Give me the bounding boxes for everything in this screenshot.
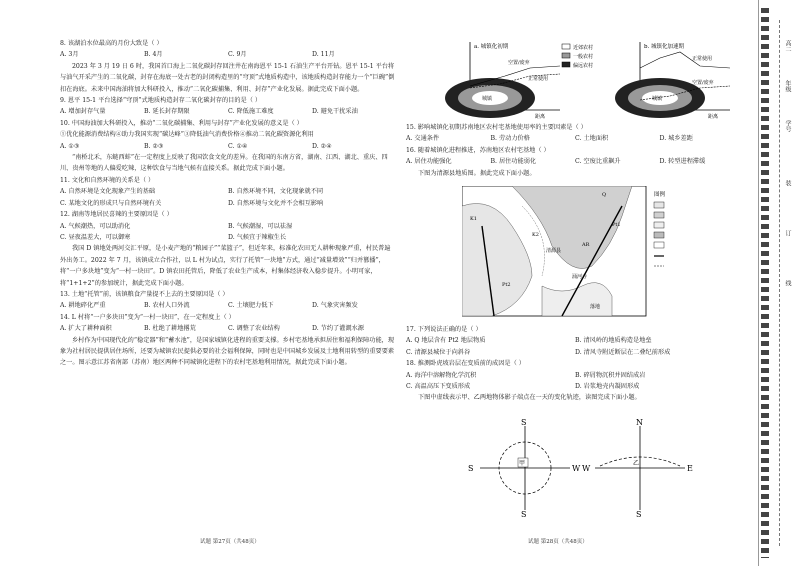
passage-3: 我国 D 镇地处两河交汇平原，是小麦产地的“粮园子”“菜篮子”，但近年来，标准化农田无人耕种现象严重，村民普遍外出务工。2022 年 7 月，该镇成立合作社，以 L 村为试点，实行了托管“一块地”方式，通过“减量增效”“归并篡播”，将“一户多块地”变为“一村一块田”。D 镇农田托管后，降低了农业生产成本，村集体经济收入稳步提升。小明可家，将“1+1+2”的参加统计，据此完成下面小题。 <box>60 245 391 287</box>
q9: 9. 恩平 15-1 平台选择“穹顶”式地质构造封存二氧化碳封存的目的是（ ） <box>60 97 262 105</box>
map-label: 涌河寺 <box>572 274 588 280</box>
option[interactable]: D. 避免干扰采油 <box>312 108 358 116</box>
option[interactable]: C. 昼夜温差大，可以御寒 <box>60 233 131 241</box>
compass-b-right: E <box>687 464 693 473</box>
q11-options <box>60 186 396 197</box>
option[interactable]: A. ①③ <box>60 142 80 150</box>
option[interactable]: C. 调整了农业结构 <box>228 325 280 333</box>
sidebar-label: 订 <box>784 230 791 236</box>
q9-options <box>60 106 396 117</box>
compass-a-bottom: S <box>521 510 527 518</box>
option[interactable]: B. 杜绝了耕地撂荒 <box>144 325 196 333</box>
passage-2: “南桥北禾，东鲢西蚌”在一定程度上反映了我国饮食文化的差异。在我国的东南方省，湖南、江西、湖北、重庆、四川、贵州等地的人偏爱吃辣，这种饮食与当地气候有直接关系。据此完成下面小题。 <box>60 154 388 173</box>
page-footer-left: 试题 第27页（共48页） <box>200 539 260 545</box>
option[interactable]: D. 气候宜于辣椒生长 <box>228 233 287 241</box>
q14: 14. L 村将“一户多块田”变为“一村一块田”，在一定程度上（ ） <box>60 313 235 321</box>
q17: 17. 下列说法正确的是（ ） <box>406 326 482 333</box>
option[interactable]: C. ①④ <box>228 142 248 150</box>
figure-b-label: 正常使用 <box>692 56 713 62</box>
compass-b-left: W <box>582 464 591 473</box>
figure-b-title: b. 城镇化加速期 <box>644 44 685 50</box>
right-column-bottom <box>406 324 744 404</box>
figure-b-label: 空置/废弃 <box>692 80 714 86</box>
option[interactable]: D. 自然环境与文化并不会相互影响 <box>228 199 324 207</box>
compass-a <box>468 418 581 518</box>
option[interactable]: C. 高温高压下变质形成 <box>406 383 471 391</box>
map-label: 清源县 <box>546 248 562 254</box>
legend-item: 近郊农村 <box>573 45 594 51</box>
geology-map <box>462 186 692 320</box>
option[interactable]: B. 居住功能弱化 <box>490 158 537 166</box>
figure-a-label: 城镇 <box>482 96 493 102</box>
q16-options <box>406 156 744 167</box>
map-legend <box>654 190 666 266</box>
q15: 15. 影响城镇化初期苏南地区农村宅基地使用率的主要因素是（ ） <box>406 124 587 131</box>
q11: 11. 文化和自然环境的关系是（ ） <box>60 176 155 184</box>
perforation-strip <box>761 8 769 558</box>
q10-options <box>60 141 396 152</box>
map-label: Q <box>602 192 607 198</box>
option[interactable]: D. ②④ <box>312 142 332 150</box>
option[interactable]: B. 延长封存期限 <box>144 108 190 116</box>
option[interactable]: A. Q 地层含有 Pt2 地层物质 <box>406 337 486 345</box>
passage-4: 乡村作为中国现代化的“稳定器”和“蓄水池”，是国家城镇化进程的重要支撑。乡村宅基地承担居住和福利保障功能，现象为社村居民提供居住场所，还要为城镇农民提供必要的社会福利保障，同时也是中国城乡发展及土地利用转型的重要要素之一。图示意江苏省南部（苏南）地区两种不同城镇化进程下的农村宅基地利用情况，据此完成下面小题。 <box>60 336 395 367</box>
compass-b-bottom: S <box>636 510 642 518</box>
sidebar-label: 装 <box>784 180 791 186</box>
option[interactable]: B. 自然环境不同，文化现象就不同 <box>228 188 324 196</box>
figure-a-label: 正常使用 <box>528 76 549 82</box>
option[interactable]: A. 自然环境是文化现象产生的基础 <box>60 188 156 196</box>
q18-options <box>406 370 744 381</box>
option[interactable]: C. 土地面积 <box>575 135 609 143</box>
q16: 16. 随着城镇化进程推进，苏南地区农村宅基地（ ） <box>406 146 550 154</box>
option[interactable]: B. 气候潮湿，可以祛湿 <box>228 222 293 230</box>
figure-a-title: a. 城镇化初期 <box>474 44 509 50</box>
option[interactable]: A. 居住功能强化 <box>406 158 452 166</box>
page-footer-right: 试题 第28页（共48页） <box>528 539 588 545</box>
option[interactable]: A. 增加封存气量 <box>60 108 106 116</box>
q17-options <box>406 347 744 358</box>
option[interactable]: A. 气候潮热，可以助消化 <box>60 222 131 230</box>
map-label: K1 <box>470 216 477 222</box>
left-column <box>60 38 396 369</box>
map-label: Pt2 <box>502 282 511 288</box>
q18: 18. 推测卧虎坡岩层在变质前的成因是（ ） <box>406 360 525 368</box>
q15-options <box>406 133 744 144</box>
compass-a-top: S <box>521 418 527 427</box>
urbanization-figure <box>430 38 750 120</box>
compass-b-top: N <box>636 418 643 427</box>
compass-a-left: S <box>468 464 474 473</box>
q13: 13. 土地“托管”前，该镇粮食产量提不上去的主要原因是（ ） <box>60 290 229 298</box>
q10-items: ①优化能源消费结构④助力我国实现“碳达峰”③降低油气消费价格④推动二氧化碳资源化利用 <box>60 131 314 139</box>
map-label: K2 <box>532 232 539 238</box>
option[interactable]: B. 劳动力价格 <box>490 135 530 143</box>
q13-options <box>60 300 396 311</box>
option[interactable]: D. 节约了灌溉水源 <box>312 325 364 333</box>
passage-1: 2023 年 3 月 19 日 6 时，我国首口海上二氧化碳封存回注井在南海恩平 15-1 石油生产平台开钻。恩平 15-1 平台将与油气开采产生的二氧化碳，封存在海底一处古老的封闭构造里的“穹顶”式地质构造中，该地质构造封存能力一个“巨碗”倒扣在海底。未来中国海油将加大科研投入，推动“二氧化碳捕集、利用、封存”产业化发展。据此完成下面小题。 <box>60 62 395 93</box>
option[interactable]: D. 城乡差距 <box>659 135 693 143</box>
q12-options <box>60 221 396 232</box>
option[interactable]: D. 转型进程滞缓 <box>659 158 706 166</box>
option[interactable]: A. 交通条件 <box>406 135 440 143</box>
option[interactable]: B. 碎屑物沉积并固结成岩 <box>575 371 646 379</box>
figure-b-label: 距离 <box>708 114 719 120</box>
binding-sidebar <box>758 0 800 566</box>
option[interactable]: C. 土壤肥力低下 <box>228 302 274 310</box>
option[interactable]: B. 农村人口外流 <box>144 302 190 310</box>
sidebar-label: 学号 <box>784 120 791 132</box>
figure-b-label: 城镇 <box>652 96 663 102</box>
option[interactable]: C. 某地文化的形成只与自然环境有关 <box>60 199 162 207</box>
q12-options <box>60 232 396 243</box>
map-label: 落地 <box>590 304 601 310</box>
option[interactable]: A. 耕地碎化严重 <box>60 302 106 310</box>
figure-a-label: 距离 <box>535 114 546 120</box>
q18-options <box>406 381 744 392</box>
figure-a <box>445 42 560 120</box>
sidebar-label: 线 <box>784 280 791 286</box>
sidebar-label: 高二 <box>784 40 791 52</box>
option[interactable]: B. 清风岭的地质构造是地垒 <box>575 337 652 345</box>
option[interactable]: D. 气象灾害频发 <box>312 302 358 310</box>
compass-b <box>582 418 693 518</box>
shadow-compass-figure <box>460 418 700 518</box>
option[interactable]: B. 4月 <box>144 51 163 59</box>
right-column-top <box>406 122 744 179</box>
legend-item: 一般农村 <box>573 54 594 60</box>
compass-a-right: W <box>572 464 581 473</box>
option[interactable]: C. 清源县城位于向斜谷 <box>406 348 471 356</box>
figure-a-label: 空置/废弃 <box>508 60 530 66</box>
legend-item: 偏远农村 <box>573 63 594 69</box>
q10: 10. 中国海油加大科研投入，推动“二氧化碳捕集、利用与封存”产业化发展的意义是（ ） <box>60 119 303 127</box>
cut-line <box>779 20 780 546</box>
option[interactable]: C. 9月 <box>228 51 247 59</box>
option[interactable]: C. 降低施工难度 <box>228 108 274 116</box>
sidebar-label: 年级 <box>784 80 791 92</box>
q14-options <box>60 323 396 334</box>
q17-options <box>406 335 744 346</box>
map-intro: 下图为清源县地质图。据此完成下面小题。 <box>418 169 536 177</box>
q12: 12. 湖南等地居民喜辣的主要原因是（ ） <box>60 211 173 219</box>
option[interactable]: B. ②③ <box>144 142 164 150</box>
map-label: Pt1 <box>612 222 621 228</box>
q8: 8. 该湖泊水位最高的月份大致是（ ） <box>60 40 163 47</box>
option[interactable]: D. 岩浆地壳内凝固形成 <box>575 383 640 391</box>
option[interactable]: D. 11月 <box>312 51 335 59</box>
map-legend-title: 图例 <box>654 192 666 198</box>
map-label: AR <box>582 242 590 248</box>
compass-b-center: 乙 <box>633 460 640 467</box>
option[interactable]: A. 海洋中溶解物化学沉积 <box>406 371 477 379</box>
option[interactable]: D. 清风寺附近断层在二叠纪前形成 <box>575 348 671 356</box>
option[interactable]: A. 扩大了耕种面积 <box>60 325 112 333</box>
compass-intro: 下图中虚线表示甲、乙两地物体影子端点在一天的变化轨迹，读图完成下面小题。 <box>418 394 641 402</box>
q8-options <box>60 49 396 60</box>
compass-a-center: 甲 <box>519 460 526 467</box>
figure-b <box>615 42 730 120</box>
option[interactable]: C. 空废比重飙升 <box>575 158 621 166</box>
figure-legend <box>562 44 593 69</box>
q11-options <box>60 198 396 209</box>
option[interactable]: A. 3月 <box>60 51 79 59</box>
